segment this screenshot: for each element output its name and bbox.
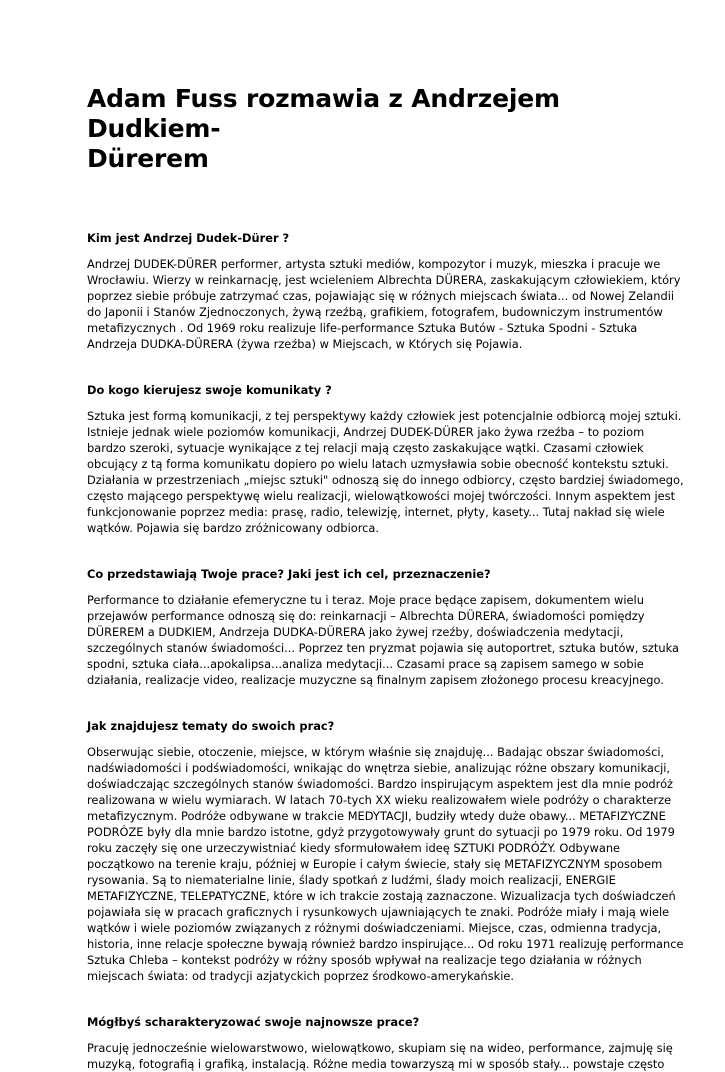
answer-line: metafizycznym. Podróże odbywane w trakcie MEDYTACJI, budziły wtedy duże obawy... METAFIZYCZNE [87, 809, 666, 823]
section-question: Mógłbyś scharakteryzować swoje najnowsze prace? [87, 1015, 420, 1029]
section-answer [87, 592, 679, 688]
answer-line: realizowana w wielu wymiarach. W latach 70-tych XX wieku realizowałem wiele podróży o charakterze [87, 793, 672, 807]
answer-line: początkowo na terenie kraju, później w Europie i całym świecie, stały się METAFIZYCZNYM sposobem [87, 857, 663, 871]
title-line: Dürerem [87, 144, 209, 173]
section-answer [87, 744, 684, 984]
answer-line: Sztuka Chleba – kontekst podróży w różny sposób wpływał na realizacje tego działania w różnych [87, 953, 642, 967]
answer-line: bardzo szeroki, sytuacje wynikające z tej relacji mają często zaskakujące wątki. Czasami człowiek [87, 441, 644, 455]
answer-line: PODRÓZE były dla mnie bardzo istotne, gdyż przygotowywały grunt do sytuacji po 1979 roku. Od 1979 [87, 825, 675, 839]
answer-line: Wrocławiu. Wierzy w reinkarnację, jest wcieleniem Albrechta DÜRERA, zaskakującym człowiekiem, który [87, 273, 681, 287]
answer-line: muzyką, fotografią i grafiką, instalacją. Różne media towarzyszą mi w sposób stały... powstaje często [87, 1057, 665, 1071]
answer-line: Performance to działanie efemeryczne tu i teraz. Moje prace będące zapisem, dokumentem wielu [87, 593, 644, 607]
title-line: Adam Fuss rozmawia z Andrzejem Dudkiem- [87, 84, 560, 143]
answer-line: Sztuka jest formą komunikacji, z tej perspektywy każdy człowiek jest potencjalnie odbiorcą mojej sztuki. [87, 409, 682, 423]
answer-line: historia, inne relacje społeczne bywają również bardzo inspirujące... Od roku 1971 realizuję performance [87, 937, 684, 951]
section-answer [87, 256, 681, 352]
answer-line: wątków i wiele poziomów związanych z różnymi doświadczeniami. Miejsce, czas, odmienna tradycja, [87, 921, 662, 935]
answer-line: wątków. Pojawia się bardzo zróżnicowany odbiorca. [87, 521, 380, 535]
interview-sections [87, 230, 684, 1072]
answer-line: rysowania. Są to niematerialne linie, ślady spotkań z ludźmi, ślady moich realizacji, ENERGIE [87, 873, 616, 887]
answer-line: pojawiała się w pracach graficznych i rysunkowych ujawniających te znaki. Podróże miały i mają wiele [87, 905, 670, 919]
answer-line: funkcjonowanie poprzez media: prasę, radio, telewizję, internet, płyty, kasety... Tutaj nakład się wiele [87, 505, 665, 519]
page-title [87, 84, 642, 174]
section-answer [87, 1040, 673, 1072]
answer-line: Pracuję jednocześnie wielowarstwowo, wielowątkowo, skupiam się na wideo, performance, zajmuję się [87, 1041, 673, 1055]
answer-line: nadświadomości i podświadomości, wnikając do wnętrza siebie, analizując różne obszary komunikacji, [87, 761, 671, 775]
answer-line: Działania w przestrzeniach „miejsc sztuki" odnoszą się do innego odbiorcy, często bardziej świadomego, [87, 473, 684, 487]
answer-line: METAFIZYCZNE, TELEPATYCZNE, które w ich trakcie zostają zaznaczone. Wizualizacja tych doświadczeń [87, 889, 676, 903]
answer-line: Istnieje jednak wiele poziomów komunikacji, Andrzej DUDEK-DÜRER jako żywa rzeźba – to poziom [87, 425, 645, 439]
answer-line: Andrzeja DUDKA-DÜRERA (żywa rzeźba) w Miejscach, w Których się Pojawia. [87, 337, 523, 351]
answer-line: często mającego perspektywę wielu realizacji, wielowątkowości mojej twórczości. Innym aspektem jest [87, 489, 676, 503]
answer-line: spodni, sztuka ciała...apokalipsa...analiza medytacji... Czasami prace są zapisem samego w sobie [87, 657, 644, 671]
answer-line: Andrzej DUDEK-DÜRER performer, artysta sztuki mediów, kompozytor i muzyk, mieszka i pracuje we [87, 257, 661, 271]
answer-line: DÜREREM a DUDKIEM, Andrzeja DUDKA-DÜRERA jako żywej rzeźby, doświadczenia medytacji, [87, 625, 624, 639]
answer-line: metafizycznych . Od 1969 roku realizuje life-performance Sztuka Butów - Sztuka Spodni - Sztuka [87, 321, 638, 335]
answer-line: Obserwując siebie, otoczenie, miejsce, w którym właśnie się znajduję... Badając obszar świadomości, [87, 745, 665, 759]
answer-line: szczególnych stanów świadomości... Poprzez ten pryzmat pojawia się autoportret, sztuka butów, sztuka [87, 641, 679, 655]
answer-line: do Japonii i Stanów Zjednoczonych, żywą rzeźbą, grafikiem, fotografem, budowniczym instrumentów [87, 305, 663, 319]
answer-line: obcujący z tą forma komunikatu dopiero po wielu latach uzmysławia sobie obecność kontekstu sztuki. [87, 457, 669, 471]
section-question: Jak znajdujesz tematy do swoich prac? [87, 719, 335, 733]
section-answer [87, 408, 684, 536]
answer-line: roku zaczęły się one urzeczywistniać kiedy sformułowałem ideę SZTUKI PODRÓŻY. Odbywane [87, 841, 621, 855]
section-question: Co przedstawiają Twoje prace? Jaki jest ich cel, przeznaczenie? [87, 567, 491, 581]
section-question: Kim jest Andrzej Dudek-Dürer ? [87, 231, 290, 245]
answer-line: działania, realizacje video, realizacje muzyczne są finalnym zapisem złożonego procesu kreacyjnego. [87, 673, 664, 687]
answer-line: poprzez siebie próbuje zatrzymać czas, pojawiając się w różnych miejscach świata... od Nowej Zelandii [87, 289, 675, 303]
section-question: Do kogo kierujesz swoje komunikaty ? [87, 383, 332, 397]
answer-line: miejscach świata: od tradycji azjatyckich poprzez środkowo-amerykańskie. [87, 969, 515, 983]
answer-line: przejawów performance odnoszą się do: reinkarnacji – Albrechta DÜRERA, świadomości pomiędzy [87, 609, 645, 623]
answer-line: doświadczając szczególnych stanów świadomości. Bardzo inspirującym aspektem jest dla mnie podróż [87, 777, 674, 791]
document-page [87, 84, 684, 1072]
